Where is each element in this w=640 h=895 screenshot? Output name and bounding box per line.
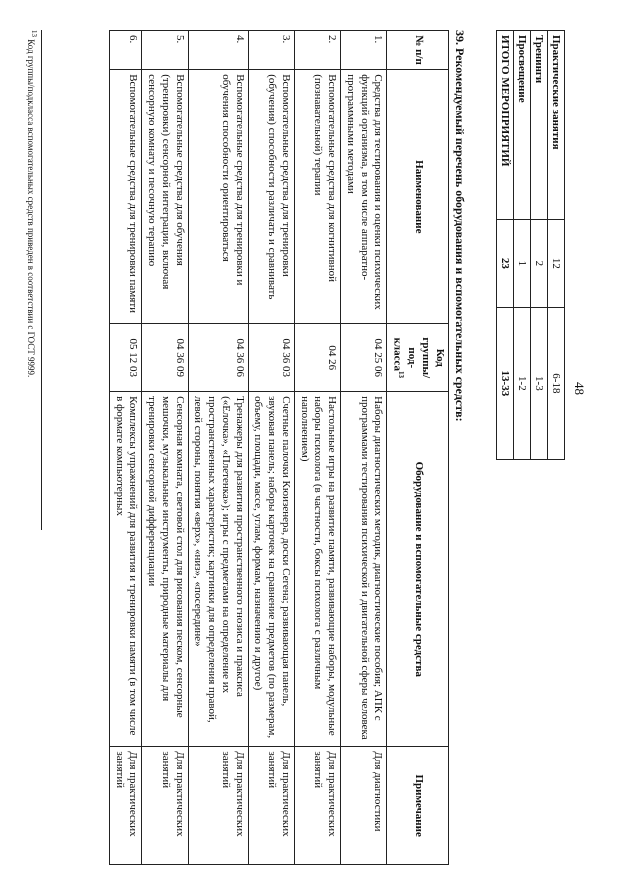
row-note: Для практических занятий [142,747,188,865]
equipment-table [109,30,449,865]
row-code: 04 26 [294,324,340,392]
summary-range: 1-2 [514,307,531,459]
header-code [387,324,449,392]
row-equipment: Наборы диагностических методик, диагностические пособия; АПК с программами тестирования психической и двигательной сферы человека [341,392,387,747]
row-code: 04 36 06 [188,324,248,392]
summary-name: Просвещение [514,31,531,220]
summary-range: 1-3 [531,307,548,459]
header-code-text: Код группы/под-класса [391,337,446,379]
row-name: Вспомогательные средства для обучения (тренировки) сенсорной интеграции, включая сенсорную комнату и песочную терапию [142,70,188,324]
row-name: Вспомогательные средства для когнитивной (познавательной) терапии [294,70,340,324]
row-note: Для практических занятий [109,747,142,865]
table-row [294,31,340,865]
header-equipment: Оборудование и вспомогательные средства [387,392,449,747]
table-row [142,31,188,865]
summary-hours: 12 [548,220,565,308]
summary-table [496,30,565,460]
summary-total-row [497,31,514,460]
summary-hours: 1 [514,220,531,308]
row-num: 2. [294,31,340,70]
summary-total-name: ИТОГО МЕРОПРИЯТИЙ [497,31,514,220]
table-row [548,31,565,460]
header-code-sup: 13 [396,371,405,378]
table-row [514,31,531,460]
row-note: Для практических занятий [188,747,248,865]
row-num: 6. [109,31,142,70]
row-equipment: Сенсорная комната, световой стол для рисования песком, сенсорные мешочки, музыкальные инструменты, природные материалы для тренировки сенсорной дифференциации [142,392,188,747]
row-equipment: Комплексы упражнений для развития и тренировки памяти (в том числе в формате компьютерных [109,392,142,747]
summary-name: Практические занятия [548,31,565,220]
row-num: 4. [188,31,248,70]
table-row [188,31,248,865]
row-code: 05 12 03 [109,324,142,392]
row-equipment: Тренажеры для развития пространственного гнозиса и праксиса («Елочка», «Плетенка»); игры с предметами на определение их пространственных характеристик; картинки для определения правой, левой стороны, понятия «верх», «низ», «посередине» [188,392,248,747]
row-num: 1. [341,31,387,70]
table-row [109,31,142,865]
summary-name: Тренинги [531,31,548,220]
table-row [531,31,548,460]
section-title: 39. Рекомендуемый перечень оборудования и вспомогательных средств: [453,30,467,422]
summary-total-hours: 23 [497,220,514,308]
row-code: 04 25 06 [341,324,387,392]
row-equipment: Счетные палочки Кюизенера, доски Сегена; развивающая панель, звуковая панель; наборы карточек на сравнение предметов (по размерам, объему, площади, массе, углам, формам, назначению и другое) [248,392,294,747]
header-num: № п/п [387,31,449,70]
footnote [26,30,42,530]
row-note: Для практических занятий [294,747,340,865]
footnote-mark: 13 [30,30,38,37]
row-name: Вспомогательные средства для тренировки (обучения) способности различать и сравнивать [248,70,294,324]
rotated-page [0,30,595,865]
table-header-row [387,31,449,865]
row-equipment: Настольные игры на развитие памяти, развивающие наборы, модульные наборы психолога (в частности, боксы психолога с различным наполнением) [294,392,340,747]
row-name: Вспомогательные средства для тренировки памяти [109,70,142,324]
row-note: Для практических занятий [248,747,294,865]
row-num: 3. [248,31,294,70]
row-code: 04 36 09 [142,324,188,392]
summary-range: 6-18 [548,307,565,459]
row-name: Вспомогательные средства для тренировки и обучения способности ориентироваться [188,70,248,324]
summary-total-range: 13-33 [497,307,514,459]
table-row [248,31,294,865]
row-name: Средства для тестирования и оценки психических функций организма, в том числе аппаратно-программными методами [341,70,387,324]
summary-hours: 2 [531,220,548,308]
header-name: Наименование [387,70,449,324]
table-row [341,31,387,865]
footnote-text: Код группы/подкласса вспомогательных средств приведен в соответствии с ГОСТ 9999. [26,39,36,378]
header-note: Примечание [387,747,449,865]
row-code: 04 36 03 [248,324,294,392]
row-note: Для диагностики [341,747,387,865]
page-number: 48 [572,382,587,395]
row-num: 5. [142,31,188,70]
